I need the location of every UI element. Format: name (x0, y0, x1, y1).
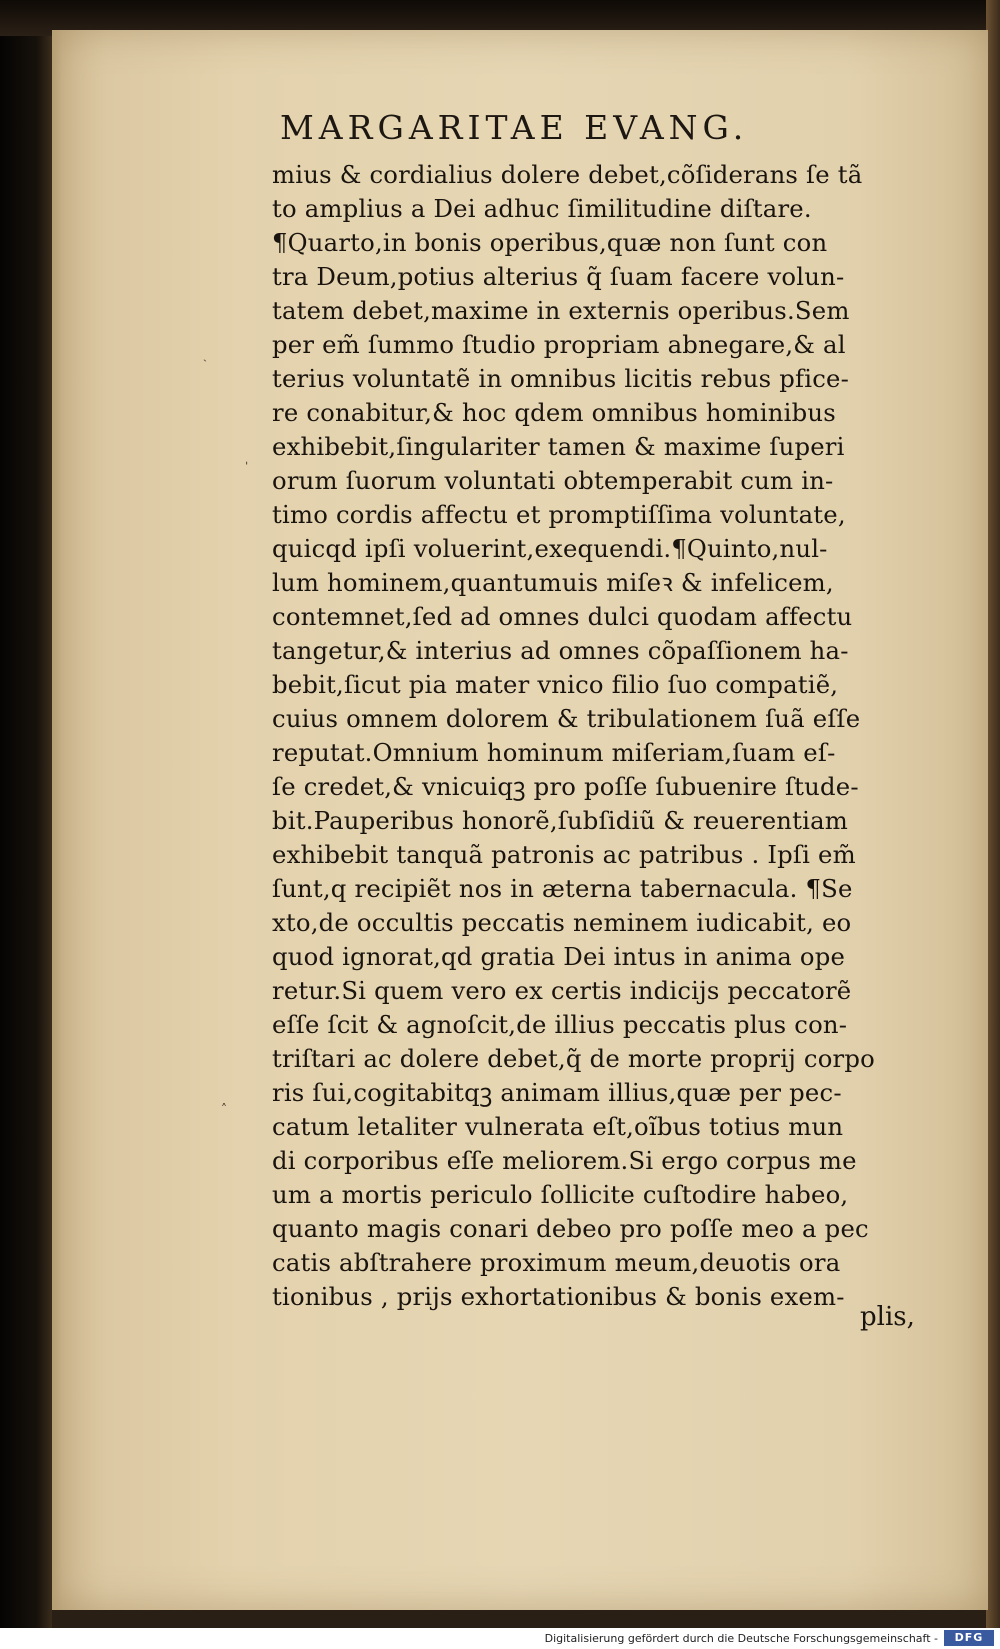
body-text (272, 158, 932, 1314)
text-line: di corporibus eſſe meliorem.Si ergo corpus me (272, 1146, 857, 1175)
text-line: exhibebit,ſingulariter tamen & maxime ſuperi (272, 432, 845, 461)
margin-mark: ˏ (203, 348, 207, 362)
text-line: cuius omnem dolorem & tribulationem ſuã eſſe (272, 704, 861, 733)
margin-mark: ˌ (245, 452, 249, 466)
text-line: timo cordis affectu et promptiſſima voluntate, (272, 500, 846, 529)
text-line: tra Deum,potius alterius q̃ ſuam facere volun- (272, 262, 845, 291)
text-line: eſſe ſcit & agnoſcit,de illius peccatis plus con- (272, 1010, 848, 1039)
text-line: ſunt,q recipiẽt nos in æterna tabernacula. ¶Se (272, 874, 853, 903)
text-line: mius & cordialius dolere debet,cõſiderans ſe tã (272, 160, 863, 189)
text-line: catum letaliter vulnerata eſt,oĩbus totius mun (272, 1112, 844, 1141)
text-line: tangetur,& interius ad omnes cõpaſſionem ha- (272, 636, 849, 665)
text-line: lum hominem,quantumuis miſeꝛ & infelicem, (272, 568, 834, 597)
text-line: retur.Si quem vero ex certis indicijs peccatorẽ (272, 976, 852, 1005)
text-line: tionibus , prijs exhortationibus & bonis exem- (272, 1282, 845, 1311)
scan-border-left (0, 0, 52, 1649)
text-line: ¶Quarto,in bonis operibus,quæ non ſunt con (272, 228, 828, 257)
text-line: to amplius a Dei adhuc ſimilitudine diſtare. (272, 194, 812, 223)
text-line: terius voluntatẽ in omnibus licitis rebus pfice- (272, 364, 850, 393)
text-line: quod ignorat,qd gratia Dei intus in anima ope (272, 942, 846, 971)
text-line: um a mortis periculo ſollicite cuſtodire habeo, (272, 1180, 849, 1209)
footer-credit: Digitalisierung gefördert durch die Deutsche Forschungsgemeinschaft - (544, 1632, 938, 1645)
text-line: xto,de occultis peccatis neminem iudicabit, eo (272, 908, 852, 937)
scan-border-right (986, 0, 1000, 1649)
margin-mark: ˄ (221, 1102, 227, 1116)
text-line: quanto magis conari debeo pro poſſe meo a pec (272, 1214, 869, 1243)
dfg-logo: DFG (944, 1630, 994, 1646)
running-head: MARGARITAE EVANG. (280, 108, 749, 147)
text-line: orum ſuorum voluntati obtemperabit cum in- (272, 466, 834, 495)
text-line: re conabitur,& hoc qdem omnibus hominibus (272, 398, 836, 427)
text-line: exhibebit tanquã patronis ac patribus . Ipſi em̃ (272, 840, 856, 869)
text-line: per em̃ ſummo ſtudio propriam abnegare,& al (272, 330, 846, 359)
text-line: bebit,ſicut pia mater vnico filio ſuo compatiẽ, (272, 670, 839, 699)
text-line: reputat.Omnium hominum miſeriam,ſuam eſ- (272, 738, 836, 767)
text-line: contemnet,ſed ad omnes dulci quodam affectu (272, 602, 853, 631)
text-line: triſtari ac dolere debet,q̃ de morte proprij corpo (272, 1044, 875, 1073)
text-line: tatem debet,maxime in externis operibus.Sem (272, 296, 850, 325)
text-line: catis abſtrahere proximum meum,deuotis ora (272, 1248, 841, 1277)
text-line: ris ſui,cogitabitqꝫ animam illius,quæ per pec- (272, 1078, 842, 1107)
text-line: quicqd ipſi voluerint,exequendi.¶Quinto,nul- (272, 534, 828, 563)
text-line: bit.Pauperibus honorẽ,ſubſidiũ & reuerentiam (272, 806, 849, 835)
text-line: ſe credet,& vnicuiqꝫ pro poſſe ſubuenire ſtude- (272, 772, 859, 801)
page-gutter-shadow (52, 30, 62, 1610)
catchword: plis, (860, 1302, 915, 1332)
